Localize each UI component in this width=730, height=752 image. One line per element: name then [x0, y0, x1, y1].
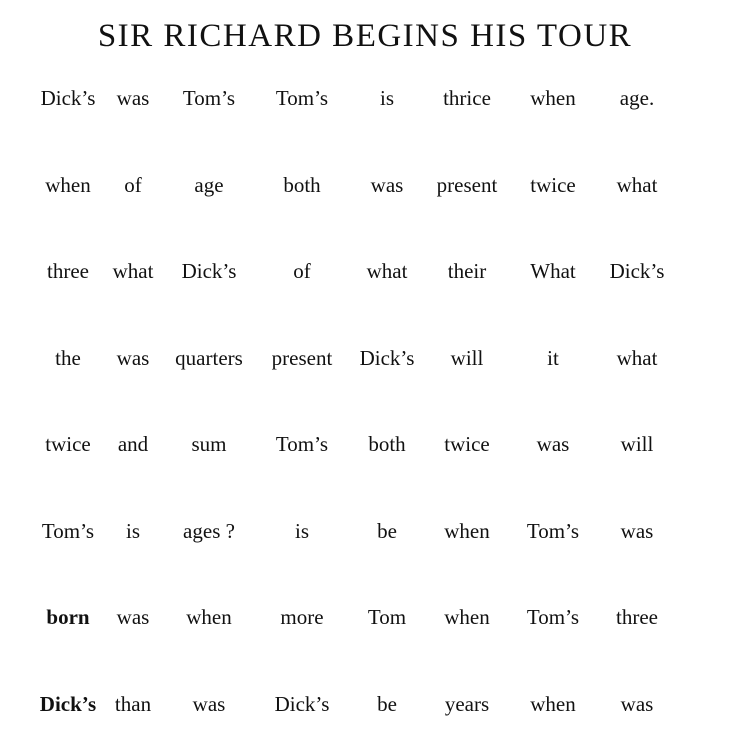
word-cell: quarters	[175, 346, 243, 370]
word-cell: was	[536, 432, 570, 456]
word-cell: age.	[619, 86, 655, 110]
word-cell: when	[530, 86, 576, 110]
word-cell: three	[47, 259, 89, 283]
word-cell: what	[112, 259, 154, 283]
word-cell: twice	[530, 173, 576, 197]
word-cell: was	[116, 346, 150, 370]
word-row	[0, 343, 730, 373]
word-cell: Dick’s	[40, 86, 96, 110]
word-cell: Tom	[367, 605, 407, 629]
word-row	[0, 256, 730, 286]
word-cell: was	[192, 692, 226, 716]
word-cell: when	[444, 519, 490, 543]
word-cell: what	[616, 173, 658, 197]
word-cell: Dick’s	[609, 259, 665, 283]
word-cell: Tom’s	[275, 86, 329, 110]
word-cell: and	[117, 432, 149, 456]
word-cell: of	[293, 259, 311, 283]
word-cell: Dick’s	[181, 259, 237, 283]
word-row	[0, 170, 730, 200]
word-row	[0, 602, 730, 632]
word-cell: Tom’s	[182, 86, 236, 110]
word-cell: when	[530, 692, 576, 716]
word-cell: twice	[444, 432, 490, 456]
word-cell: be	[377, 519, 397, 543]
page-title: SIR RICHARD BEGINS HIS TOUR	[97, 18, 633, 54]
word-cell: what	[616, 346, 658, 370]
word-cell: twice	[45, 432, 91, 456]
word-row	[0, 83, 730, 113]
word-cell: was	[370, 173, 404, 197]
word-cell: was	[620, 519, 654, 543]
word-cell: when	[45, 173, 91, 197]
word-row	[0, 429, 730, 459]
word-cell: both	[368, 432, 406, 456]
word-cell: Dick’s	[274, 692, 330, 716]
word-cell: three	[616, 605, 658, 629]
word-cell: was	[116, 86, 150, 110]
word-cell: Dick’s	[359, 346, 415, 370]
word-cell: is	[294, 519, 310, 543]
word-cell: was	[620, 692, 654, 716]
word-cell: ages ?	[183, 519, 235, 543]
word-cell: sum	[191, 432, 227, 456]
word-cell: will	[620, 432, 654, 456]
word-cell: more	[280, 605, 324, 629]
word-cell: thrice	[443, 86, 491, 110]
word-cell: Tom’s	[41, 519, 95, 543]
word-cell: present	[436, 173, 498, 197]
word-cell: present	[271, 346, 333, 370]
word-cell: Tom’s	[526, 605, 580, 629]
word-cell: is	[379, 86, 395, 110]
word-cell: what	[366, 259, 408, 283]
word-row	[0, 689, 730, 719]
word-row	[0, 516, 730, 546]
word-cell: born	[46, 605, 90, 629]
word-cell: be	[377, 692, 397, 716]
word-cell: years	[444, 692, 490, 716]
word-cell: will	[450, 346, 484, 370]
word-cell: Dick’s	[39, 692, 97, 716]
word-cell: when	[444, 605, 490, 629]
word-cell: Tom’s	[526, 519, 580, 543]
word-cell: age	[194, 173, 224, 197]
word-cell: both	[283, 173, 321, 197]
word-cell: it	[547, 346, 559, 370]
word-cell: was	[116, 605, 150, 629]
word-cell: is	[125, 519, 141, 543]
word-cell: What	[530, 259, 576, 283]
word-cell: their	[447, 259, 487, 283]
word-cell: of	[124, 173, 142, 197]
word-cell: when	[186, 605, 232, 629]
word-cell: the	[55, 346, 81, 370]
word-cell: than	[114, 692, 152, 716]
word-cell: Tom’s	[275, 432, 329, 456]
